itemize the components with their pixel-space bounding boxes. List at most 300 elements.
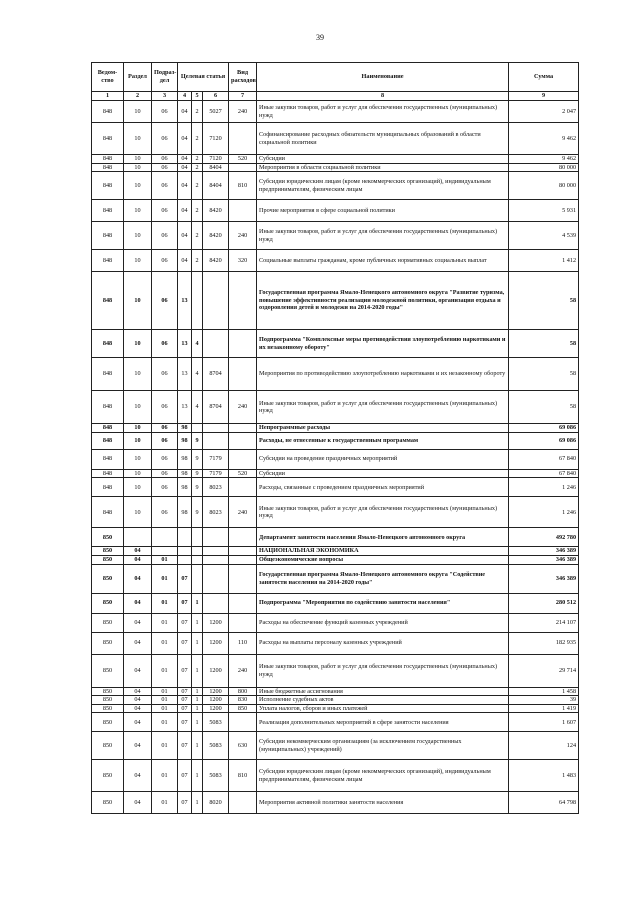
table-row: [92, 250, 579, 272]
cell-sum: 67 840: [509, 469, 579, 478]
cell-sum: 29 714: [509, 654, 579, 687]
cell-exp-type: 240: [229, 391, 257, 424]
header-target: Целевая статья: [178, 63, 229, 92]
cell-dept: 848: [92, 424, 124, 433]
table-row: [92, 172, 579, 200]
cell-target-code: 5083: [203, 713, 229, 732]
cell-subsection: 06: [152, 432, 178, 449]
cell-target-code: 7179: [203, 449, 229, 469]
cell-target-program: 07: [178, 732, 192, 760]
cell-name: Мероприятия в области социальной политики: [257, 163, 509, 172]
cell-section: 04: [124, 687, 152, 696]
cell-dept: 850: [92, 564, 124, 593]
cell-target-code: 1200: [203, 632, 229, 654]
cell-section: 10: [124, 432, 152, 449]
cell-section: 10: [124, 101, 152, 123]
table-row: [92, 564, 579, 593]
cell-target-code: 1200: [203, 654, 229, 687]
cell-subsection: 01: [152, 760, 178, 792]
cell-dept: 850: [92, 528, 124, 547]
cell-subsection: 06: [152, 250, 178, 272]
cell-target-subprogram: 1: [192, 704, 203, 713]
cell-sum: 64 798: [509, 792, 579, 814]
cell-sum: 4 539: [509, 222, 579, 250]
cell-subsection: 06: [152, 330, 178, 358]
cell-target-subprogram: 2: [192, 123, 203, 155]
cell-sum: 2 047: [509, 101, 579, 123]
table-row: [92, 593, 579, 613]
table-row: [92, 696, 579, 705]
col-number: 2: [124, 92, 152, 101]
cell-exp-type: 800: [229, 687, 257, 696]
cell-dept: 848: [92, 358, 124, 391]
cell-target-code: 1200: [203, 687, 229, 696]
cell-target-program: 07: [178, 704, 192, 713]
cell-subsection: 01: [152, 593, 178, 613]
cell-dept: 850: [92, 555, 124, 564]
cell-sum: 1 458: [509, 687, 579, 696]
cell-section: 04: [124, 632, 152, 654]
cell-subsection: 01: [152, 713, 178, 732]
cell-target-subprogram: 1: [192, 792, 203, 814]
cell-target-subprogram: 2: [192, 101, 203, 123]
cell-target-program: 98: [178, 478, 192, 497]
cell-sum: 9 462: [509, 155, 579, 164]
cell-subsection: 06: [152, 101, 178, 123]
cell-dept: 848: [92, 449, 124, 469]
cell-name: Иные закупки товаров, работ и услуг для обеспечения государственных (муниципальных) нужд: [257, 101, 509, 123]
cell-target-program: 07: [178, 593, 192, 613]
cell-exp-type: 240: [229, 654, 257, 687]
cell-sum: 492 780: [509, 528, 579, 547]
cell-section: 04: [124, 654, 152, 687]
cell-exp-type: 810: [229, 172, 257, 200]
cell-section: 04: [124, 732, 152, 760]
cell-exp-type: 240: [229, 222, 257, 250]
cell-exp-type: [229, 613, 257, 632]
table-row: [92, 330, 579, 358]
cell-target-code: [203, 528, 229, 547]
table-row: [92, 792, 579, 814]
table-row: [92, 555, 579, 564]
cell-target-program: 07: [178, 687, 192, 696]
cell-section: 10: [124, 449, 152, 469]
cell-sum: 124: [509, 732, 579, 760]
cell-exp-type: 520: [229, 469, 257, 478]
cell-name: Расходы на выплаты персоналу казенных учреждений: [257, 632, 509, 654]
cell-target-program: 07: [178, 713, 192, 732]
cell-subsection: 06: [152, 163, 178, 172]
cell-sum: 214 107: [509, 613, 579, 632]
cell-section: [124, 528, 152, 547]
cell-target-subprogram: [192, 555, 203, 564]
cell-sum: 69 086: [509, 424, 579, 433]
table-row: [92, 163, 579, 172]
cell-target-subprogram: [192, 272, 203, 330]
cell-target-subprogram: 2: [192, 222, 203, 250]
cell-section: 10: [124, 272, 152, 330]
cell-subsection: 06: [152, 478, 178, 497]
cell-name: Мероприятия активной политики занятости населения: [257, 792, 509, 814]
cell-dept: 848: [92, 123, 124, 155]
cell-exp-type: [229, 564, 257, 593]
cell-name: Субсидии юридическим лицам (кроме некоммерческих организаций), индивидуальным предпринимателям, физическим лицам: [257, 172, 509, 200]
table-row: [92, 391, 579, 424]
cell-target-program: 04: [178, 250, 192, 272]
header-exp-type: Вид расходов: [229, 63, 257, 92]
cell-target-subprogram: 1: [192, 593, 203, 613]
cell-exp-type: [229, 123, 257, 155]
cell-section: 10: [124, 469, 152, 478]
cell-name: Субсидии: [257, 469, 509, 478]
table-row: [92, 497, 579, 528]
cell-sum: 1 419: [509, 704, 579, 713]
cell-section: 04: [124, 704, 152, 713]
cell-subsection: [152, 528, 178, 547]
header-dept: Ведом-ство: [92, 63, 124, 92]
cell-target-program: 13: [178, 391, 192, 424]
cell-exp-type: 810: [229, 760, 257, 792]
cell-name: Прочие мероприятия в сфере социальной политики: [257, 200, 509, 222]
cell-target-subprogram: [192, 564, 203, 593]
cell-exp-type: [229, 713, 257, 732]
cell-exp-type: 630: [229, 732, 257, 760]
cell-name: Субсидии юридическим лицам (кроме некоммерческих организаций), индивидуальным предпринимателям, физическим лицам: [257, 760, 509, 792]
cell-section: 04: [124, 713, 152, 732]
cell-sum: 58: [509, 330, 579, 358]
cell-subsection: 01: [152, 704, 178, 713]
cell-target-subprogram: 4: [192, 358, 203, 391]
cell-section: 10: [124, 250, 152, 272]
cell-target-code: 8020: [203, 792, 229, 814]
cell-dept: 850: [92, 654, 124, 687]
cell-section: 10: [124, 172, 152, 200]
cell-subsection: 01: [152, 696, 178, 705]
col-number: 9: [509, 92, 579, 101]
cell-name: Департамент занятости населения Ямало-Ненецкого автономного округа: [257, 528, 509, 547]
cell-dept: 848: [92, 163, 124, 172]
cell-dept: 850: [92, 713, 124, 732]
cell-subsection: 01: [152, 792, 178, 814]
table-row: [92, 222, 579, 250]
cell-target-subprogram: 2: [192, 172, 203, 200]
cell-sum: 58: [509, 358, 579, 391]
cell-target-code: 8704: [203, 358, 229, 391]
cell-name: Иные закупки товаров, работ и услуг для обеспечения государственных (муниципальных) нужд: [257, 222, 509, 250]
cell-exp-type: [229, 272, 257, 330]
cell-dept: 848: [92, 469, 124, 478]
cell-target-code: 5083: [203, 760, 229, 792]
cell-target-program: 07: [178, 760, 192, 792]
cell-target-code: 8420: [203, 222, 229, 250]
cell-dept: 850: [92, 732, 124, 760]
cell-exp-type: [229, 358, 257, 391]
table-row: [92, 632, 579, 654]
cell-name: Субсидии: [257, 155, 509, 164]
cell-exp-type: 850: [229, 704, 257, 713]
budget-table: [91, 62, 579, 814]
table-row: [92, 200, 579, 222]
cell-subsection: 01: [152, 555, 178, 564]
cell-sum: 58: [509, 272, 579, 330]
cell-target-program: [178, 555, 192, 564]
table-body: [92, 101, 579, 814]
cell-section: 10: [124, 330, 152, 358]
cell-name: Субсидии некоммерческим организациям (за исключением государственных (муниципальных) учреждений): [257, 732, 509, 760]
header-subsection: Подраз-дел: [152, 63, 178, 92]
table-row: [92, 432, 579, 449]
cell-dept: 848: [92, 330, 124, 358]
cell-target-program: 13: [178, 330, 192, 358]
cell-exp-type: [229, 547, 257, 556]
table-row: [92, 469, 579, 478]
cell-exp-type: [229, 424, 257, 433]
cell-sum: 1 246: [509, 497, 579, 528]
cell-dept: 848: [92, 200, 124, 222]
cell-subsection: 01: [152, 564, 178, 593]
cell-target-code: 7120: [203, 155, 229, 164]
table-row: [92, 155, 579, 164]
cell-sum: 80 000: [509, 172, 579, 200]
cell-name: Иные бюджетные ассигнования: [257, 687, 509, 696]
cell-section: 10: [124, 200, 152, 222]
cell-exp-type: 320: [229, 250, 257, 272]
cell-dept: 850: [92, 613, 124, 632]
cell-subsection: 06: [152, 497, 178, 528]
cell-section: 10: [124, 358, 152, 391]
cell-target-program: 07: [178, 792, 192, 814]
cell-name: Иные закупки товаров, работ и услуг для обеспечения государственных (муниципальных) нужд: [257, 497, 509, 528]
cell-target-subprogram: 1: [192, 613, 203, 632]
cell-target-program: 98: [178, 497, 192, 528]
cell-name: Уплата налогов, сборов и иных платежей: [257, 704, 509, 713]
cell-target-program: 13: [178, 358, 192, 391]
col-number: 3: [152, 92, 178, 101]
cell-section: 04: [124, 564, 152, 593]
cell-section: 10: [124, 497, 152, 528]
cell-target-code: [203, 593, 229, 613]
cell-target-code: 8420: [203, 200, 229, 222]
cell-target-code: [203, 424, 229, 433]
table-header-row: [92, 63, 579, 92]
cell-subsection: 06: [152, 358, 178, 391]
cell-target-code: [203, 432, 229, 449]
cell-sum: 69 086: [509, 432, 579, 449]
cell-target-program: 04: [178, 101, 192, 123]
cell-target-program: 13: [178, 272, 192, 330]
cell-target-subprogram: 1: [192, 687, 203, 696]
cell-target-code: 8404: [203, 172, 229, 200]
cell-subsection: 06: [152, 155, 178, 164]
cell-sum: 67 840: [509, 449, 579, 469]
table-row: [92, 713, 579, 732]
cell-exp-type: [229, 330, 257, 358]
cell-sum: 280 512: [509, 593, 579, 613]
cell-target-subprogram: [192, 547, 203, 556]
cell-target-subprogram: 1: [192, 696, 203, 705]
cell-dept: 850: [92, 593, 124, 613]
cell-target-program: 98: [178, 424, 192, 433]
cell-target-program: 98: [178, 469, 192, 478]
cell-target-program: 07: [178, 564, 192, 593]
cell-name: НАЦИОНАЛЬНАЯ ЭКОНОМИКА: [257, 547, 509, 556]
cell-dept: 848: [92, 172, 124, 200]
cell-target-subprogram: 4: [192, 391, 203, 424]
cell-target-code: 8420: [203, 250, 229, 272]
cell-sum: 182 935: [509, 632, 579, 654]
cell-section: 04: [124, 593, 152, 613]
cell-sum: 9 462: [509, 123, 579, 155]
cell-name: Исполнение судебных актов: [257, 696, 509, 705]
cell-section: 04: [124, 547, 152, 556]
cell-target-program: 07: [178, 613, 192, 632]
cell-exp-type: [229, 200, 257, 222]
cell-target-subprogram: 1: [192, 760, 203, 792]
table-row: [92, 528, 579, 547]
cell-target-subprogram: [192, 424, 203, 433]
cell-target-program: 07: [178, 696, 192, 705]
header-sum: Сумма: [509, 63, 579, 92]
cell-sum: 80 000: [509, 163, 579, 172]
cell-subsection: 06: [152, 222, 178, 250]
cell-subsection: [152, 547, 178, 556]
cell-dept: 848: [92, 155, 124, 164]
cell-target-program: 07: [178, 654, 192, 687]
table-row: [92, 704, 579, 713]
cell-target-program: [178, 528, 192, 547]
cell-subsection: 06: [152, 469, 178, 478]
cell-exp-type: [229, 555, 257, 564]
cell-exp-type: 520: [229, 155, 257, 164]
page-number: 39: [316, 33, 324, 42]
cell-name: Реализация дополнительных мероприятий в сфере занятости населения: [257, 713, 509, 732]
cell-sum: 39: [509, 696, 579, 705]
cell-target-subprogram: 1: [192, 654, 203, 687]
cell-subsection: 01: [152, 613, 178, 632]
cell-section: 04: [124, 792, 152, 814]
cell-subsection: 06: [152, 449, 178, 469]
cell-target-program: 04: [178, 222, 192, 250]
table-row: [92, 101, 579, 123]
cell-target-code: 1200: [203, 696, 229, 705]
cell-name: Общеэкономические вопросы: [257, 555, 509, 564]
cell-dept: 850: [92, 792, 124, 814]
cell-target-code: [203, 272, 229, 330]
cell-sum: 346 389: [509, 564, 579, 593]
cell-name: Государственная программа Ямало-Ненецкого автономного округа "Развитие туризма, повышение эффективности реализации молодежной политики, организация отдыха и оздоровления детей и молодежи на 2014-2020 годы": [257, 272, 509, 330]
cell-name: Субсидии на проведение праздничных мероприятий: [257, 449, 509, 469]
table-row: [92, 449, 579, 469]
col-number: 7: [229, 92, 257, 101]
cell-name: Непрограммные расходы: [257, 424, 509, 433]
cell-dept: 848: [92, 250, 124, 272]
cell-exp-type: [229, 432, 257, 449]
cell-subsection: 06: [152, 123, 178, 155]
table-row: [92, 478, 579, 497]
cell-exp-type: 240: [229, 101, 257, 123]
cell-target-program: 04: [178, 123, 192, 155]
cell-dept: 848: [92, 222, 124, 250]
cell-target-subprogram: 1: [192, 713, 203, 732]
cell-target-code: [203, 330, 229, 358]
cell-dept: 850: [92, 760, 124, 792]
cell-dept: 850: [92, 696, 124, 705]
cell-sum: 1 246: [509, 478, 579, 497]
col-number: 5: [192, 92, 203, 101]
cell-section: 10: [124, 478, 152, 497]
cell-target-code: 8704: [203, 391, 229, 424]
cell-target-code: 7120: [203, 123, 229, 155]
cell-target-program: 04: [178, 163, 192, 172]
cell-name: Расходы на обеспечение функций казенных учреждений: [257, 613, 509, 632]
cell-sum: 346 389: [509, 555, 579, 564]
cell-sum: 1 483: [509, 760, 579, 792]
cell-name: Подпрограмма "Комплексные меры противодействия злоупотреблению наркотиками и их незаконному обороту": [257, 330, 509, 358]
col-number: 6: [203, 92, 229, 101]
cell-target-subprogram: 2: [192, 163, 203, 172]
cell-target-subprogram: 4: [192, 330, 203, 358]
cell-dept: 848: [92, 272, 124, 330]
cell-section: 10: [124, 123, 152, 155]
cell-target-code: 8023: [203, 478, 229, 497]
cell-target-code: [203, 564, 229, 593]
col-number: 8: [257, 92, 509, 101]
cell-name: Иные закупки товаров, работ и услуг для обеспечения государственных (муниципальных) нужд: [257, 654, 509, 687]
cell-target-subprogram: 2: [192, 250, 203, 272]
cell-target-subprogram: 9: [192, 432, 203, 449]
cell-dept: 850: [92, 704, 124, 713]
table-row: [92, 687, 579, 696]
cell-subsection: 06: [152, 172, 178, 200]
cell-name: Мероприятия по противодействию злоупотреблению наркотиками и их незаконному обороту: [257, 358, 509, 391]
cell-target-program: 98: [178, 449, 192, 469]
cell-target-code: [203, 547, 229, 556]
table-row: [92, 358, 579, 391]
cell-target-code: 8404: [203, 163, 229, 172]
cell-target-subprogram: 9: [192, 497, 203, 528]
cell-dept: 848: [92, 432, 124, 449]
table-row: [92, 760, 579, 792]
cell-sum: 58: [509, 391, 579, 424]
cell-dept: 848: [92, 101, 124, 123]
cell-dept: 848: [92, 478, 124, 497]
cell-section: 04: [124, 555, 152, 564]
cell-exp-type: 830: [229, 696, 257, 705]
cell-section: 10: [124, 163, 152, 172]
cell-subsection: 01: [152, 654, 178, 687]
cell-exp-type: [229, 593, 257, 613]
cell-name: Расходы, не отнесенные к государственным программам: [257, 432, 509, 449]
cell-subsection: 06: [152, 272, 178, 330]
header-name: Наименование: [257, 63, 509, 92]
cell-exp-type: [229, 528, 257, 547]
cell-dept: 850: [92, 547, 124, 556]
cell-section: 04: [124, 696, 152, 705]
cell-target-program: [178, 547, 192, 556]
table-row: [92, 272, 579, 330]
cell-target-subprogram: 9: [192, 469, 203, 478]
cell-target-program: 07: [178, 632, 192, 654]
cell-section: 04: [124, 613, 152, 632]
cell-subsection: 01: [152, 687, 178, 696]
cell-name: Иные закупки товаров, работ и услуг для обеспечения государственных (муниципальных) нужд: [257, 391, 509, 424]
cell-subsection: 01: [152, 632, 178, 654]
cell-target-program: 04: [178, 172, 192, 200]
cell-target-code: [203, 555, 229, 564]
cell-subsection: 06: [152, 424, 178, 433]
cell-target-subprogram: 1: [192, 632, 203, 654]
cell-target-program: 04: [178, 155, 192, 164]
